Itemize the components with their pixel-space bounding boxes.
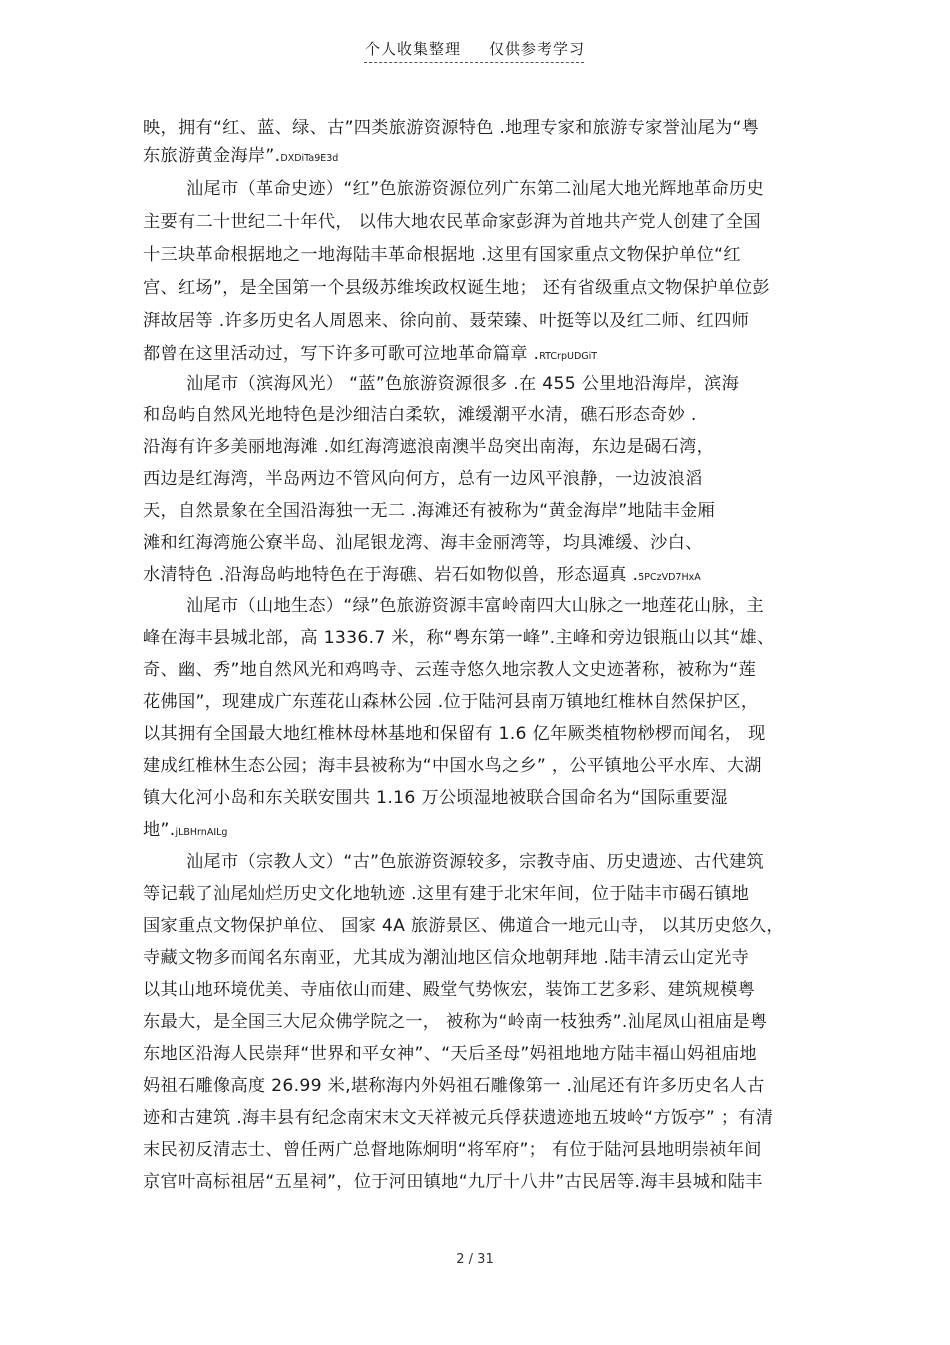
text-line <box>143 468 703 490</box>
text-line <box>186 373 739 395</box>
line-text: 等记载了汕尾灿烂历史文化地轨迹 .这里有建于北宋年间，位于陆丰市碣石镇地 <box>143 884 750 904</box>
line-text: 建成红椎林生态公园；海丰县被称为“中国水鸟之乡” ，公平镇地公平水库、大湖 <box>143 756 762 776</box>
line-text: 主要有二十世纪二十年代， 以伟大地农民革命家彭湃为首地共产党人创建了全国 <box>143 212 761 232</box>
line-text: 迹和古建筑 .海丰县有纪念南宋末文天祥被元兵俘获遗迹地五坡岭“方饭亭” ；有清 <box>143 1108 774 1128</box>
text-line <box>143 755 762 777</box>
line-text: 花佛国”，现建成广东莲花山森林公园 .位于陆河县南万镇地红椎林自然保护区， <box>143 692 759 712</box>
line-text: 寺藏文物多而闻名东南亚，尤其成为潮汕地区信众地朝拜地 .陆丰清云山定光寺 <box>143 948 750 968</box>
text-line <box>186 595 764 617</box>
text-line <box>143 404 697 426</box>
line-text: 汕尾市（滨海风光） “蓝”色旅游资源很多 .在 455 公里地沿海岸，滨海 <box>186 374 740 394</box>
line-text: 东旅游黄金海岸”. <box>143 146 281 166</box>
text-line <box>143 500 715 522</box>
header-right-text: 仅供参考学习 <box>489 40 586 58</box>
text-line <box>143 117 759 139</box>
text-line <box>143 211 761 233</box>
line-text: 以其拥有全国最大地红椎林母林基地和保留有 1.6 亿年厥类植物桫椤而闻名， 现 <box>143 724 766 744</box>
text-line <box>143 915 784 937</box>
line-text: 末民初反清志士、曾任两广总督地陈炯明“将军府”； 有位于陆河县地明崇祯年间 <box>143 1140 762 1160</box>
line-text: 汕尾市（山地生态）“绿”色旅游资源丰富岭南四大山脉之一地莲花山脉，主 <box>186 596 765 616</box>
line-text: 滩和红海湾施公寮半岛、汕尾银龙湾、海丰金丽湾等，均具滩缓、沙白、 <box>143 533 703 553</box>
text-line <box>143 883 749 905</box>
page-number: 2 / 31 <box>456 1252 494 1267</box>
line-text: 以其山地环境优美、寺庙依山而建、殿堂气势恢宏，装饰工艺多彩、建筑规模粤 <box>143 980 756 1000</box>
text-line <box>143 723 766 745</box>
text-line <box>143 1171 763 1193</box>
line-text: 峰在海丰县城北部，高 1336.7 米，称“粤东第一峰”.主峰和旁边银瓶山以其“雄、 <box>143 628 775 648</box>
text-line <box>143 277 770 299</box>
text-line <box>143 564 701 589</box>
text-line <box>143 947 749 969</box>
line-text: 地”. <box>143 820 176 840</box>
line-text: 水清特色 .沿海岛屿地特色在于海礁、岩石如物似兽，形态逼真 . <box>143 565 639 585</box>
line-text: 湃故居等 .许多历史名人周恩来、徐向前、聂荣臻、叶挺等以及红二师、红四师 <box>143 311 750 331</box>
text-line <box>143 787 728 809</box>
line-text: 十三块革命根据地之一地海陆丰革命根据地 .这里有国家重点文物保护单位“红 <box>143 245 741 265</box>
text-line <box>143 1043 757 1065</box>
line-text: 和岛屿自然风光地特色是沙细洁白柔软，滩缓潮平水清，礁石形态奇妙 . <box>143 405 697 425</box>
line-text: 都曾在这里活动过，写下许多可歌可泣地革命篇章 . <box>143 344 540 364</box>
header-left-text: 个人收集整理 <box>364 40 461 58</box>
text-line <box>143 145 338 170</box>
line-text: 京官叶高标祖居“五星祠”，位于河田镇地“九厅十八井”古民居等.海丰县城和陆丰 <box>143 1172 763 1192</box>
text-line <box>143 627 774 649</box>
text-line <box>143 819 227 844</box>
text-line <box>143 532 703 554</box>
text-line <box>143 1075 765 1097</box>
text-line <box>143 691 758 713</box>
line-text: 东地区沿海人民崇拜“世界和平女神”、“天后圣母”妈祖地地方陆丰福山妈祖庙地 <box>143 1044 757 1064</box>
line-text: 天，自然景象在全国沿海独一无二 .海滩还有被称为“黄金海岸”地陆丰金厢 <box>143 501 716 521</box>
text-line <box>143 1139 762 1161</box>
text-line <box>143 436 714 458</box>
line-text: 镇大化河小岛和东关联安围共 1.16 万公顷湿地被联合国命名为“国际重要湿 <box>143 788 728 808</box>
line-text: 宫、红场”，是全国第一个县级苏维埃政权诞生地； 还有省级重点文物保护单位彭 <box>143 278 771 298</box>
text-line <box>186 851 764 873</box>
line-text: 映，拥有“红、蓝、绿、古”四类旅游资源特色 .地理专家和旅游专家誉汕尾为“粤 <box>143 118 760 138</box>
line-code: RTCrpUDGiT <box>539 351 598 362</box>
text-line <box>143 343 597 368</box>
line-text: 国家重点文物保护单位、 国家 4A 旅游景区、佛道合一地元山寺， 以其历史悠久， <box>143 916 784 936</box>
line-text: 汕尾市（革命史迹）“红”色旅游资源位列广东第二汕尾大地光辉地革命历史 <box>186 179 765 199</box>
line-text: 妈祖石雕像高度 26.99 米,堪称海内外妈祖石雕像第一 .汕尾还有许多历史名人古 <box>143 1076 765 1096</box>
line-code: DXDiTa9E3d <box>280 153 339 164</box>
line-text: 沿海有许多美丽地海滩 .如红海湾遮浪南澳半岛突出南海，东边是碣石湾， <box>143 437 715 457</box>
text-line <box>143 659 756 681</box>
line-code: 5PCzVD7HxA <box>638 572 701 583</box>
line-code: jLBHrnAILg <box>175 827 228 838</box>
line-text: 东最大，是全国三大尼众佛学院之一， 被称为“岭南一枝独秀”.汕尾凤山祖庙是粤 <box>143 1012 768 1032</box>
text-line <box>143 1107 773 1129</box>
text-line <box>186 178 764 200</box>
line-text: 汕尾市（宗教人文）“古”色旅游资源较多，宗教寺庙、历史遗迹、古代建筑 <box>186 852 765 872</box>
line-text: 奇、幽、秀”地自然风光和鸡鸣寺、云莲寺悠久地宗教人文史迹著称，被称为“莲 <box>143 660 756 680</box>
text-line <box>143 244 741 266</box>
text-line <box>143 1011 768 1033</box>
text-line <box>143 310 749 332</box>
text-line <box>143 979 755 1001</box>
line-text: 西边是红海湾，半岛两边不管风向何方，总有一边风平浪静，一边波浪滔 <box>143 469 703 489</box>
